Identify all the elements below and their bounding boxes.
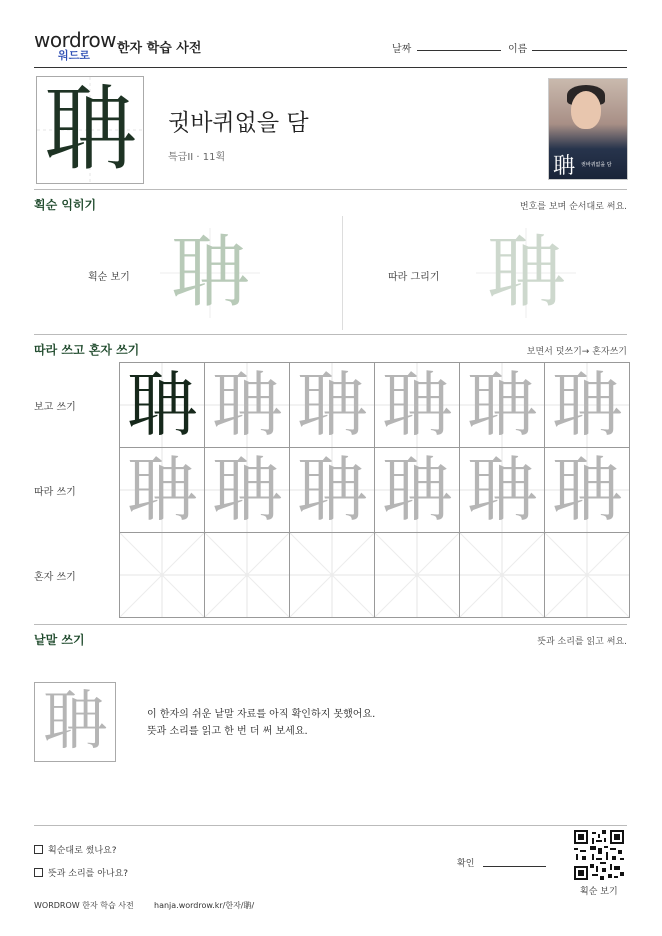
date-label: 날짜 (392, 44, 412, 55)
cell-character: 聃 (382, 364, 452, 446)
check-item-label: 뜻과 소리를 아나요? (48, 869, 129, 879)
stroke-section-hint: 번호를 보며 순서대로 써요. (519, 202, 627, 212)
stroke-trace-diagram[interactable] (476, 228, 576, 318)
cell-character: 聃 (382, 449, 452, 531)
practice-cell[interactable] (545, 363, 630, 448)
check-item-meaning[interactable] (34, 866, 128, 879)
footer-brand: WORDROW 한자 학습 사전 (34, 901, 134, 910)
cover-face-shape (571, 91, 601, 129)
date-line[interactable] (417, 50, 501, 51)
practice-cell-empty[interactable] (205, 533, 290, 618)
stroke-order-diagram (160, 228, 260, 318)
cell-character: 聃 (212, 364, 282, 446)
practice-section-hint: 보면서 덧쓰기→ 혼자쓰기 (526, 347, 627, 357)
practice-cell[interactable] (460, 448, 545, 533)
cover-title: 귓바퀴없을 담 (581, 162, 612, 168)
practice-cell-empty[interactable] (290, 533, 375, 618)
practice-cell[interactable] (460, 363, 545, 448)
grade-info: 특급II · 11획 (168, 152, 226, 163)
book-cover-image (548, 78, 628, 180)
cell-character: 聃 (552, 364, 622, 446)
practice-section-divider (34, 624, 627, 625)
practice-cell[interactable] (290, 448, 375, 533)
checkbox-icon[interactable] (34, 868, 43, 877)
word-message-line1: 이 한자의 쉬운 낱말 자료를 아직 확인하지 못했어요. (147, 709, 376, 720)
hero-word: 귓바퀴없을 담 (168, 110, 309, 136)
practice-cell-empty[interactable] (375, 533, 460, 618)
practice-row-trace (120, 448, 630, 533)
practice-cell[interactable] (375, 448, 460, 533)
word-message-line2: 뜻과 소리를 읽고 한 번 더 써 보세요. (147, 726, 308, 737)
stroke-section-title: 획순 익히기 (34, 198, 97, 212)
logo: wordrow (34, 28, 117, 52)
practice-cell-empty[interactable] (545, 533, 630, 618)
app-title: 한자 학습 사전 (117, 41, 202, 56)
logo-subtitle: 워드로 (58, 49, 90, 62)
stroke-trace-label: 따라 그리기 (388, 272, 440, 283)
cell-character: 聃 (127, 449, 197, 531)
confirm-label: 확인 (457, 859, 475, 869)
practice-cell[interactable] (205, 448, 290, 533)
hero-character-box (36, 76, 144, 184)
practice-row-alone (120, 533, 630, 618)
word-character-box (34, 682, 116, 762)
confirm-line[interactable] (483, 866, 546, 867)
row-label-look: 보고 쓰기 (34, 402, 76, 413)
checkbox-icon[interactable] (34, 845, 43, 854)
practice-cell[interactable] (375, 363, 460, 448)
cell-character: 聃 (467, 449, 537, 531)
practice-cell-empty[interactable] (460, 533, 545, 618)
practice-cell[interactable] (290, 363, 375, 448)
hero-divider (34, 189, 627, 190)
practice-grid (119, 362, 630, 618)
footer-url[interactable]: hanja.wordrow.kr/한자/聃/ (154, 901, 255, 910)
qr-caption: 획순 보기 (580, 887, 618, 897)
cell-character: 聃 (297, 364, 367, 446)
cell-character: 聃 (552, 449, 622, 531)
word-message (147, 706, 375, 740)
word-section-title: 낱말 쓰기 (34, 633, 85, 647)
cover-character: 聃 (553, 154, 576, 179)
check-item-stroke-order[interactable] (34, 843, 117, 856)
header-divider (34, 67, 627, 68)
stroke-section-divider (34, 334, 627, 335)
practice-cell[interactable] (120, 448, 205, 533)
cell-character: 聃 (467, 364, 537, 446)
word-character: 聃 (43, 685, 107, 759)
name-label: 이름 (508, 44, 528, 55)
check-item-label: 획순대로 썼나요? (48, 846, 117, 856)
row-label-alone: 혼자 쓰기 (34, 572, 76, 583)
name-line[interactable] (532, 50, 627, 51)
word-section-hint: 뜻과 소리를 읽고 써요. (537, 637, 627, 647)
stroke-view-label: 획순 보기 (88, 272, 130, 283)
qr-code-icon[interactable] (574, 830, 624, 880)
hero-character: 聃 (43, 76, 136, 183)
stroke-trace-character: 聃 (486, 228, 565, 318)
cell-character: 聃 (127, 364, 197, 446)
cell-character: 聃 (297, 449, 367, 531)
practice-row-look (120, 363, 630, 448)
stroke-divider (342, 216, 343, 330)
practice-section-title: 따라 쓰고 혼자 쓰기 (34, 343, 140, 357)
word-section-divider (34, 825, 627, 826)
cell-character: 聃 (212, 449, 282, 531)
practice-cell-empty[interactable] (120, 533, 205, 618)
practice-cell[interactable] (545, 448, 630, 533)
row-label-trace: 따라 쓰기 (34, 487, 76, 498)
practice-cell[interactable] (120, 363, 205, 448)
stroke-order-character: 聃 (170, 228, 249, 318)
practice-cell[interactable] (205, 363, 290, 448)
